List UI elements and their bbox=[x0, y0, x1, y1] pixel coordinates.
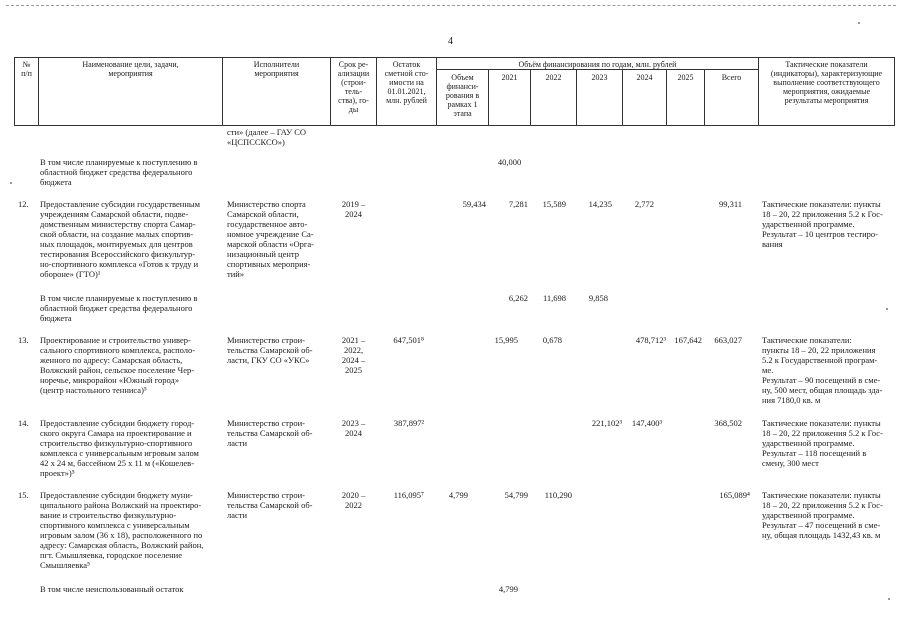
row-1-2024: 2,772 bbox=[634, 199, 654, 209]
scan-speck bbox=[858, 22, 860, 24]
row-5-name: Предоставление субсидии бюджету муни- ципального района Волжский на проектиро- вание и строительство физкультурно- спортивного комплекса с универсальным игровым залом (36 х 18), расположенного по адресу: Самарская область, Волжский район, пгт. Смышляевка, городское поселение Смышляевка⁵ bbox=[40, 490, 204, 570]
header-2022: 2022 bbox=[545, 73, 562, 82]
row-5-indicators: Тактические показатели: пункты 18 – 20, 22 приложения 5.2 к Гос- ударственной программе. Результат – 47 посещений в сме- ну, общая площадь 1432,43 кв. м bbox=[762, 490, 883, 540]
row-1-name: Предоставление субсидии государственным учреждениям Самарской области, подве- домственным министерству спорта Самар- ской области, на создание малых спортив- ных площадок, монтируемых для центров тестирования Всероссийского физкультур- но-спортивного комплекса «Готов к труду и обороне» (ГТО)¹ bbox=[40, 199, 200, 279]
row-5-2021: 54,799 bbox=[504, 490, 528, 500]
row-1-2023: 14,235 bbox=[588, 199, 612, 209]
row-6-2021: 4,799 bbox=[498, 584, 518, 594]
row-2-2022: 11,698 bbox=[542, 293, 566, 303]
row-3-2024: 478,712³ bbox=[635, 335, 666, 345]
row-5-num: 15. bbox=[18, 490, 29, 500]
row-1-2022: 15,589 bbox=[542, 199, 566, 209]
row-3-total: 663,027 bbox=[714, 335, 742, 345]
header-bottom-line bbox=[14, 125, 894, 126]
header-volume-stage1: Объем финанси- рования в рамках 1 этапа bbox=[445, 73, 480, 118]
row-1-indicators: Тактические показатели: пункты 18 – 20, 22 приложения 5.2 к Гос- ударственной программе. Результат – 10 центров тестиро- вания bbox=[762, 199, 883, 249]
header-2025: 2025 bbox=[677, 73, 694, 82]
carry-over-text: сти» (далее – ГАУ СО «ЦСПССКСО») bbox=[227, 127, 307, 147]
scan-speck bbox=[886, 308, 888, 310]
row-4-num: 14. bbox=[18, 418, 29, 428]
row-4-2024: 147,400³ bbox=[631, 418, 662, 428]
row-2-name: В том числе планируемые к поступлению в областной бюджет средства федерального бюджета bbox=[40, 293, 198, 323]
row-1-2021: 7,281 bbox=[508, 199, 528, 209]
row-4-term: 2023 – 2024 bbox=[341, 418, 366, 438]
row-2-2021: 6,262 bbox=[508, 293, 528, 303]
row-3-executors: Министерство строи- тельства Самарской об- ласти, ГКУ СО «УКС» bbox=[227, 335, 313, 365]
row-5-term: 2020 – 2022 bbox=[341, 490, 366, 510]
row-5-total: 165,089⁴ bbox=[719, 490, 750, 500]
row-3-indicators: Тактические показатели: пункты 18 – 20, 22 приложения 5.2 к Государственной програм- ме. Результат – 90 посещений в сме- ну, 500 мест, общая площадь зда- ния 7180,0 кв. м bbox=[762, 335, 883, 405]
row-1-stage1: 59,434 bbox=[462, 199, 486, 209]
row-1-executors: Министерство спорта Самарской области, государственное авто- номное учреждение Са- марской области «Орга- низационный центр спортивных мероприя- тий» bbox=[227, 199, 315, 279]
header-mid-line bbox=[436, 69, 758, 70]
row-3-2021: 15,995 bbox=[494, 335, 518, 345]
row-4-indicators: Тактические показатели: пункты 18 – 20, 22 приложения 5.2 к Гос- ударственной программе. Результат – 118 посещений в смену, 300 мест bbox=[762, 418, 883, 468]
header-num: № п/п bbox=[21, 60, 32, 78]
header-term: Срок ре- ализации (строи- тель- ства), го- ды bbox=[337, 60, 370, 114]
row-3-remainder: 647,501⁸ bbox=[393, 335, 424, 345]
header-top-line bbox=[14, 57, 894, 58]
row-4-name: Предоставление субсидии бюджету город- ского округа Самара на проектирование и строительство физкультурно-спортивного комплекса с универсальным игровым залом 42 х 24 м, бассейном 25 х 11 м («Кошелев- проект»)⁵ bbox=[40, 418, 199, 478]
header-funding-group: Объём финансирования по годам, млн. рублей bbox=[518, 60, 677, 69]
header-executors: Исполнители мероприятия bbox=[253, 60, 300, 78]
row-4-total: 368,502 bbox=[714, 418, 742, 428]
header-indicators: Тактические показатели (индикаторы), характеризующие выполнение соответствующего мероприятия, ожидаемые результаты мероприятия bbox=[770, 60, 883, 105]
header-total: Всего bbox=[721, 73, 742, 82]
page-number: 4 bbox=[448, 36, 453, 47]
scan-speck bbox=[888, 598, 890, 600]
row-1-num: 12. bbox=[18, 199, 29, 209]
row-4-remainder: 387,897² bbox=[393, 418, 424, 428]
row-3-term: 2021 – 2022, 2024 – 2025 bbox=[341, 335, 366, 375]
row-5-stage1: 4,799 bbox=[448, 490, 468, 500]
row-3-num: 13. bbox=[18, 335, 29, 345]
row-3-name: Проектирование и строительство универ- сального спортивного комплекса, располо- женного по адресу: Самарская область, Волжский район, сельское поселение Чер- норечье, микрорайон «Южный город» (центр настольного тенниса)⁵ bbox=[40, 335, 196, 395]
header-name: Наименование цели, задачи, мероприятия bbox=[82, 60, 179, 78]
row-1-total: 99,311 bbox=[718, 199, 742, 209]
row-0-name: В том числе планируемые к поступлению в областной бюджет средства федерального бюджета bbox=[40, 157, 198, 187]
col-line-13 bbox=[894, 57, 895, 126]
header-2024: 2024 bbox=[636, 73, 653, 82]
row-0-2021: 40,000 bbox=[497, 157, 522, 167]
header-2023: 2023 bbox=[591, 73, 608, 82]
row-5-2022: 110,290 bbox=[544, 490, 572, 500]
scan-speck bbox=[10, 182, 12, 184]
header-2021: 2021 bbox=[501, 73, 518, 82]
row-2-2023: 9,858 bbox=[588, 293, 608, 303]
row-1-term: 2019 – 2024 bbox=[341, 199, 366, 219]
row-5-executors: Министерство строи- тельства Самарской об- ласти bbox=[227, 490, 313, 520]
row-3-2025: 167,642 bbox=[674, 335, 702, 345]
row-5-remainder: 116,095⁷ bbox=[393, 490, 424, 500]
row-3-2022: 0,678 bbox=[542, 335, 562, 345]
row-6-name: В том числе неиспользованный остаток bbox=[40, 584, 184, 594]
header-remainder: Остаток сметной сто- имости на 01.01.2021, млн. рублей bbox=[384, 60, 429, 105]
row-4-executors: Министерство строи- тельства Самарской об- ласти bbox=[227, 418, 313, 448]
row-4-2023: 221,102³ bbox=[591, 418, 622, 428]
scan-top-edge bbox=[6, 5, 896, 6]
